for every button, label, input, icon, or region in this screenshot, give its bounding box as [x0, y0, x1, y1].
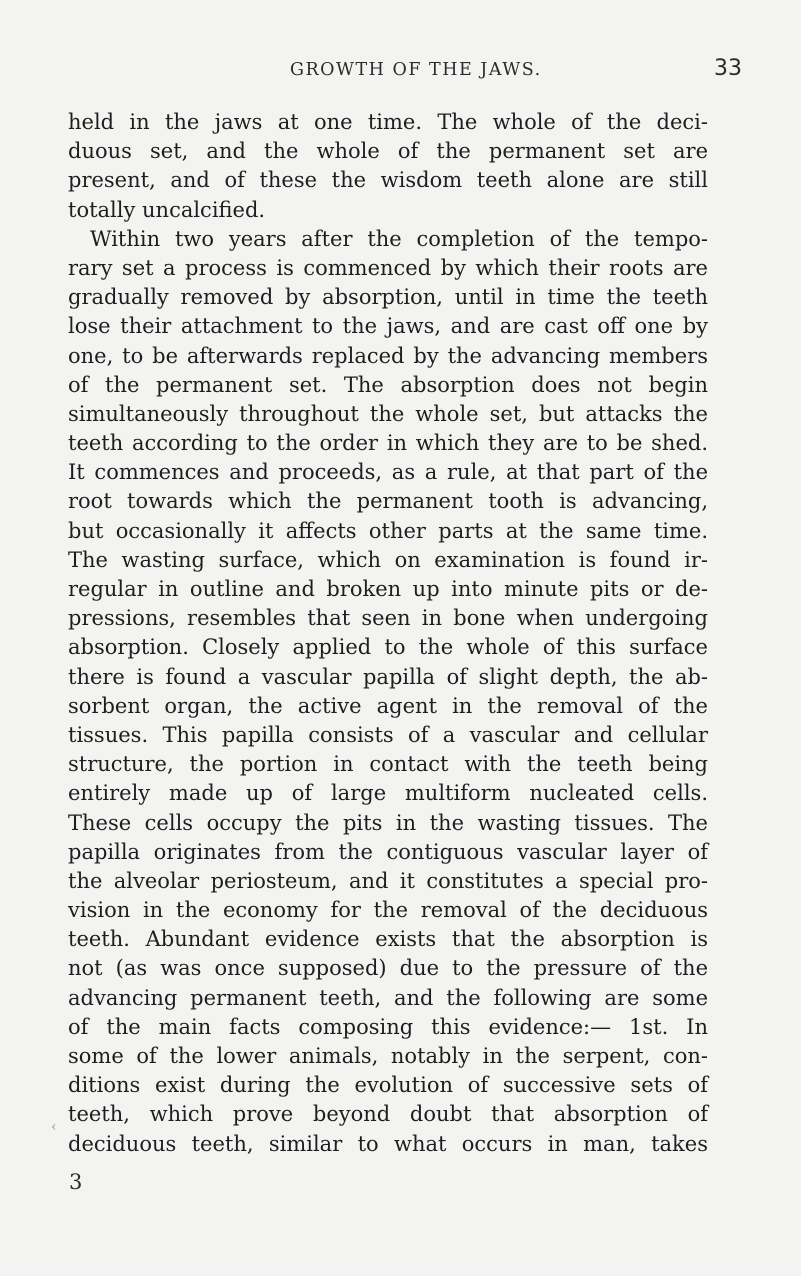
text-line: rary set a process is commenced by which their roots are	[68, 255, 708, 280]
text-line: tissues. This papilla consists of a vascular and cellular	[68, 722, 708, 747]
text-line: teeth. Abundant evidence exists that the absorption is	[68, 927, 708, 952]
text-line: of the permanent set. The absorption does not begin	[68, 372, 708, 397]
text-line: duous set, and the whole of the permanent set are	[68, 139, 708, 164]
text-line: deciduous teeth, similar to what occurs in man, takes	[68, 1131, 708, 1156]
text-line: some of the lower animals, notably in the serpent, con-	[68, 1044, 708, 1068]
text-line: pressions, resembles that seen in bone when undergoing	[68, 606, 708, 631]
text-line: present, and of these the wisdom teeth alone are still	[68, 168, 708, 193]
text-line: ditions exist during the evolution of successive sets of	[68, 1073, 708, 1098]
text-line: Within two years after the completion of the tempo-	[90, 226, 708, 251]
text-line: sorbent organ, the active agent in the removal of the	[68, 693, 708, 718]
text-line: The wasting surface, which on examination is found ir-	[68, 547, 708, 572]
margin-mark-icon: ‹	[51, 1119, 57, 1135]
text-line: the alveolar periosteum, and it constitutes a special pro-	[68, 868, 708, 893]
text-line: there is found a vascular papilla of slight depth, the ab-	[68, 664, 708, 689]
text-line: simultaneously throughout the whole set, but attacks the	[68, 401, 708, 426]
text-line: teeth according to the order in which they are to be shed.	[68, 431, 708, 456]
body-text	[68, 108, 708, 1159]
signature-mark: 3	[69, 1170, 83, 1194]
text-line: of the main facts composing this evidence:— 1st. In	[68, 1014, 708, 1039]
text-line: lose their attachment to the jaws, and are cast off one by	[68, 314, 708, 339]
text-line: root towards which the permanent tooth is advancing,	[68, 489, 708, 514]
text-line: but occasionally it affects other parts at the same time.	[68, 518, 708, 543]
text-line: absorption. Closely applied to the whole of this surface	[68, 635, 708, 660]
text-line: one, to be afterwards replaced by the advancing members	[68, 343, 708, 368]
text-line: held in the jaws at one time. The whole of the deci-	[68, 110, 708, 134]
text-line: not (as was once supposed) due to the pressure of the	[68, 956, 708, 981]
text-line: structure, the portion in contact with the teeth being	[68, 752, 708, 777]
text-line: It commences and proceeds, as a rule, at that part of the	[68, 460, 708, 485]
text-line: vision in the economy for the removal of the deciduous	[68, 898, 708, 923]
text-line: regular in outline and broken up into minute pits or de-	[68, 577, 708, 601]
text-line: entirely made up of large multiform nucleated cells.	[68, 781, 708, 806]
text-line: advancing permanent teeth, and the following are some	[68, 985, 708, 1010]
text-line: papilla originates from the contiguous vascular layer of	[68, 839, 708, 864]
text-line: teeth, which prove beyond doubt that absorption of	[68, 1102, 708, 1127]
text-line: These cells occupy the pits in the wasting tissues. The	[68, 810, 708, 835]
text-line: totally uncalcified.	[68, 197, 266, 222]
page-number: 33	[714, 56, 742, 81]
text-line: gradually removed by absorption, until in time the teeth	[68, 285, 708, 310]
running-title: GROWTH OF THE JAWS.	[290, 60, 542, 80]
